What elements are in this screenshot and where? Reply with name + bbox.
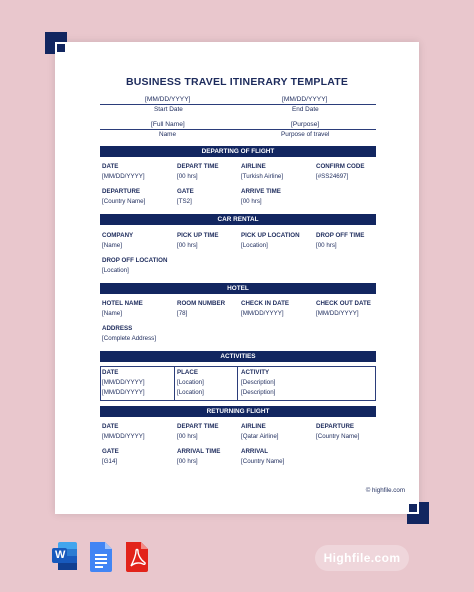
start-date-value: [MM/DD/YYYY] <box>145 96 191 103</box>
dep-depart-time-value: [00 hrs] <box>177 173 198 180</box>
ret-date-value: [MM/DD/YYYY] <box>102 433 145 440</box>
ret-arrival-time-value: [00 hrs] <box>177 458 198 465</box>
section-header-hotel: HOTEL <box>100 283 376 294</box>
hotel-address-label: ADDRESS <box>102 325 133 332</box>
car-pickup-location-value: [Location] <box>241 242 268 249</box>
divider <box>100 129 376 130</box>
purpose-value: [Purpose] <box>291 121 320 128</box>
activities-row-date: [MM/DD/YYYY] <box>102 379 145 386</box>
ret-airline-value: [Qatar Airline] <box>241 433 279 440</box>
corner-decoration-top-left <box>45 32 75 62</box>
activities-row-date: [MM/DD/YYYY] <box>102 389 145 396</box>
pdf-icon[interactable] <box>124 540 150 574</box>
end-date-value: [MM/DD/YYYY] <box>282 96 328 103</box>
dep-departure-label: DEPARTURE <box>102 188 141 195</box>
hotel-checkin-value: [MM/DD/YYYY] <box>241 310 284 317</box>
document-title: BUSINESS TRAVEL ITINERARY TEMPLATE <box>125 76 349 88</box>
google-docs-icon[interactable] <box>88 540 114 574</box>
car-dropoff-time-label: DROP OFF TIME <box>316 232 365 239</box>
activities-col-place: PLACE <box>177 369 198 376</box>
car-company-value: [Name] <box>102 242 122 249</box>
activities-row-activity: [Description] <box>241 389 276 396</box>
car-company-label: COMPANY <box>102 232 134 239</box>
dep-date-value: [MM/DD/YYYY] <box>102 173 145 180</box>
corner-decoration-bottom-right <box>399 494 429 524</box>
dep-departure-value: [Country Name] <box>102 198 146 205</box>
activities-col-date: DATE <box>102 369 119 376</box>
ret-departure-value: [Country Name] <box>316 433 360 440</box>
table-column-divider <box>237 366 238 401</box>
section-header-returning: RETURNING FLIGHT <box>100 406 376 417</box>
ret-airline-label: AIRLINE <box>241 423 266 430</box>
car-dropoff-location-value: [Location] <box>102 267 129 274</box>
purpose-label: Purpose of travel <box>281 131 330 138</box>
start-date-label: Start Date <box>154 106 183 113</box>
word-icon[interactable] <box>52 540 78 574</box>
word-icon-letter: W <box>55 549 66 561</box>
car-dropoff-time-value: [00 hrs] <box>316 242 337 249</box>
dep-arrive-label: ARRIVE TIME <box>241 188 281 195</box>
name-value: [Full Name] <box>151 121 185 128</box>
dep-confirm-value: [#SS24697] <box>316 173 349 180</box>
name-label: Name <box>159 131 177 138</box>
divider <box>100 104 376 105</box>
dep-gate-value: [TS2] <box>177 198 192 205</box>
ret-depart-time-value: [00 hrs] <box>177 433 198 440</box>
hotel-checkout-value: [MM/DD/YYYY] <box>316 310 359 317</box>
document-page <box>55 42 419 514</box>
ret-gate-value: [G14] <box>102 458 118 465</box>
table-column-divider <box>174 366 175 401</box>
section-header-car-rental: CAR RENTAL <box>100 214 376 225</box>
end-date-label: End Date <box>292 106 319 113</box>
section-header-departing: DEPARTING OF FLIGHT <box>100 146 376 157</box>
hotel-checkin-label: CHECK IN DATE <box>241 300 290 307</box>
hotel-name-label: HOTEL NAME <box>102 300 143 307</box>
ret-arrival-time-label: ARRIVAL TIME <box>177 448 221 455</box>
dep-date-label: DATE <box>102 163 119 170</box>
dep-confirm-label: CONFIRM CODE <box>316 163 365 170</box>
activities-row-place: [Location] <box>177 389 204 396</box>
activities-row-place: [Location] <box>177 379 204 386</box>
car-pickup-time-value: [00 hrs] <box>177 242 198 249</box>
ret-date-label: DATE <box>102 423 119 430</box>
activities-col-activity: ACTIVITY <box>241 369 270 376</box>
ret-arrival-label: ARRIVAL <box>241 448 269 455</box>
car-pickup-location-label: PICK UP LOCATION <box>241 232 300 239</box>
ret-departure-label: DEPARTURE <box>316 423 355 430</box>
section-header-activities: ACTIVITIES <box>100 351 376 362</box>
hotel-checkout-label: CHECK OUT DATE <box>316 300 371 307</box>
ret-gate-label: GATE <box>102 448 119 455</box>
format-icons <box>52 540 150 576</box>
footer-credit: © highfile.com <box>365 487 405 494</box>
ret-arrival-value: [Country Name] <box>241 458 285 465</box>
dep-arrive-value: [00 hrs] <box>241 198 262 205</box>
hotel-room-label: ROOM NUMBER <box>177 300 226 307</box>
hotel-room-value: [78] <box>177 310 188 317</box>
hotel-name-value: [Name] <box>102 310 122 317</box>
dep-gate-label: GATE <box>177 188 194 195</box>
activities-row-activity: [Description] <box>241 379 276 386</box>
ret-depart-time-label: DEPART TIME <box>177 423 219 430</box>
car-dropoff-location-label: DROP OFF LOCATION <box>102 257 168 264</box>
car-pickup-time-label: PICK UP TIME <box>177 232 219 239</box>
dep-airline-value: [Turkish Airline] <box>241 173 284 180</box>
brand-logo[interactable]: Highfile.com <box>315 545 409 571</box>
dep-airline-label: AIRLINE <box>241 163 266 170</box>
dep-depart-time-label: DEPART TIME <box>177 163 219 170</box>
hotel-address-value: [Complete Address] <box>102 335 156 342</box>
